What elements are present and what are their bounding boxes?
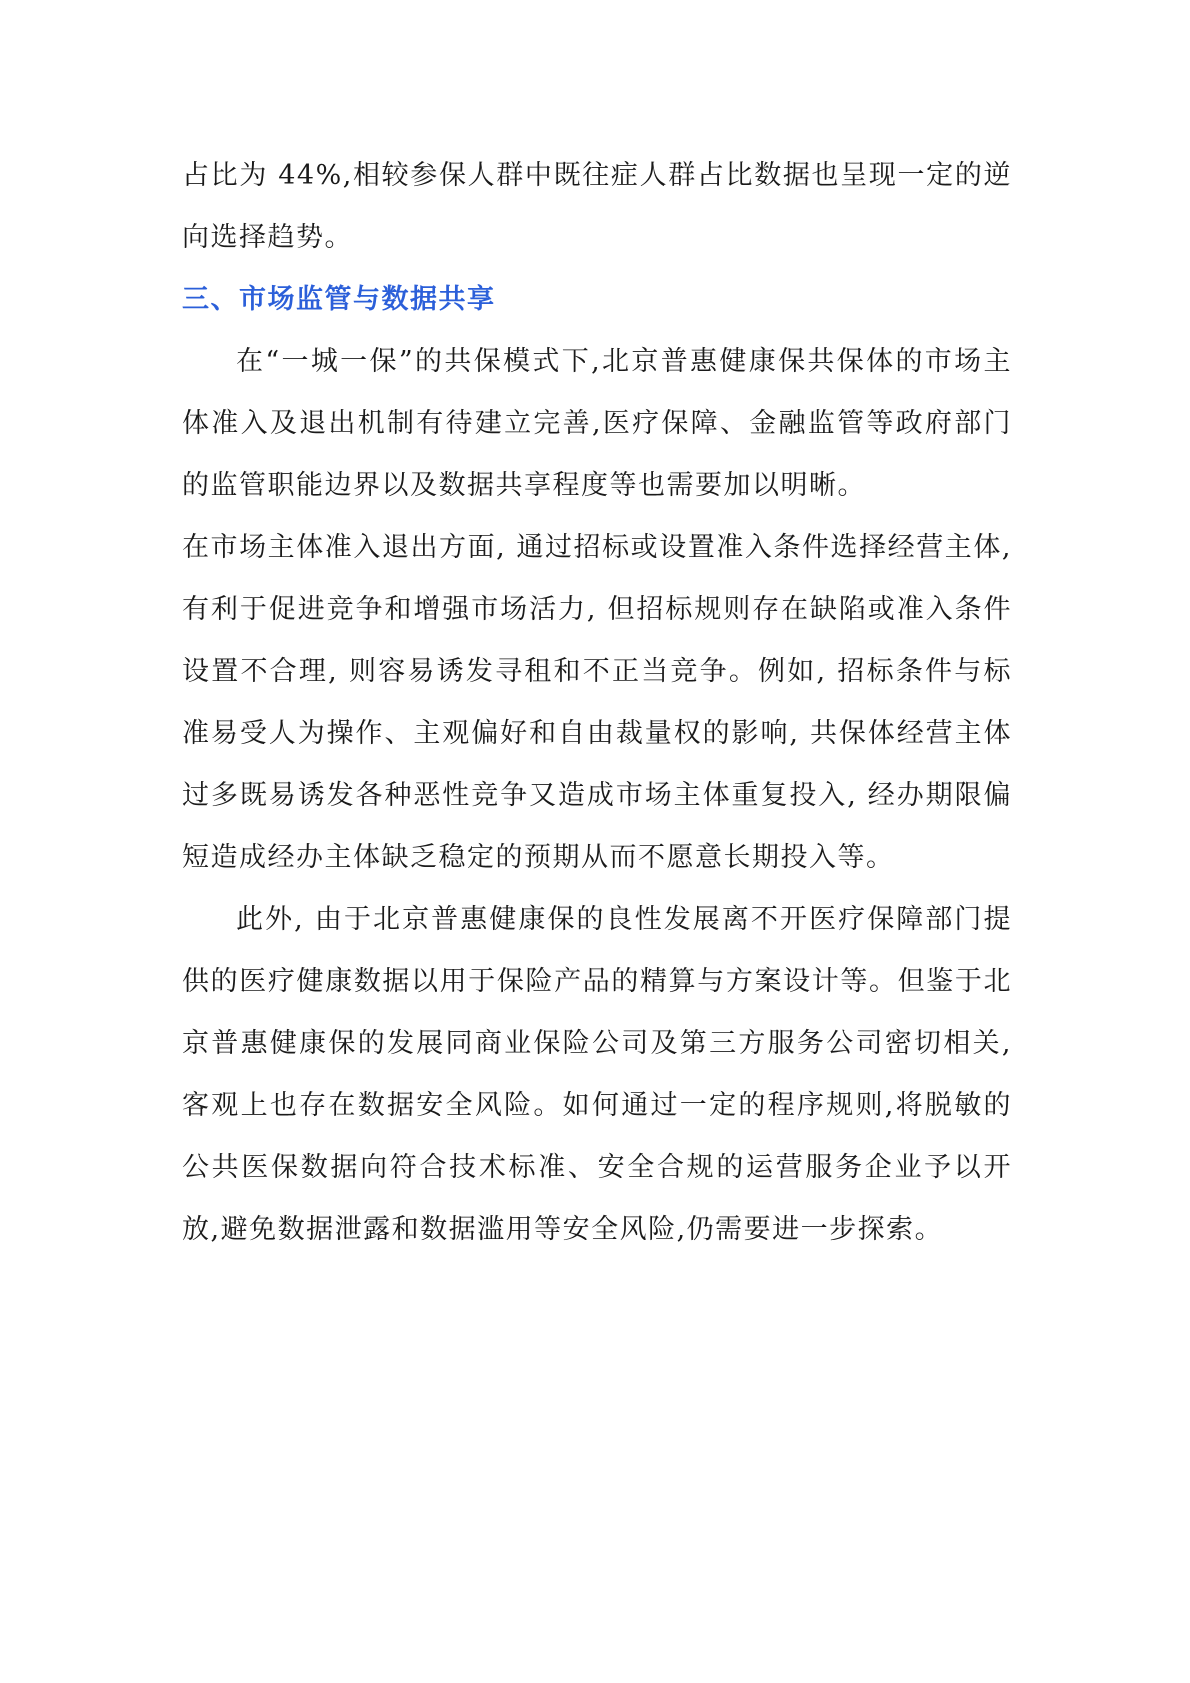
document-page xyxy=(182,145,1012,1261)
paragraph-data-security: 此外, 由于北京普惠健康保的良性发展离不开医疗保障部门提供的医疗健康数据以用于保险产品的精算与方案设计等。但鉴于北京普惠健康保的发展同商业保险公司及第三方服务公司密切相关,客观上也存在数据安全风险。如何通过一定的程序规则,将脱敏的公共医保数据向符合技术标准、安全合规的运营服务企业予以开放,避免数据泄露和数据滥用等安全风险,仍需要进一步探索。 xyxy=(182,904,1012,1245)
section-heading: 三、市场监管与数据共享 xyxy=(182,284,496,315)
paragraph-market-entry-exit: 在市场主体准入退出方面, 通过招标或设置准入条件选择经营主体, 有利于促进竞争和增强市场活力, 但招标规则存在缺陷或准入条件设置不合理, 则容易诱发寻租和不正当竞争。例如, 招标条件与标准易受人为操作、主观偏好和自由裁量权的影响, 共保体经营主体过多既易诱发各种恶性竞争又造成市场主体重复投入, 经办期限偏短造成经办主体缺乏稳定的预期从而不愿意长期投入等。 xyxy=(182,532,1012,873)
paragraph-continuation: 占比为 44%,相较参保人群中既往症人群占比数据也呈现一定的逆向选择趋势。 xyxy=(182,160,1012,253)
paragraph-co-insurance-model: 在“一城一保”的共保模式下,北京普惠健康保共保体的市场主体准入及退出机制有待建立完善,医疗保障、金融监管等政府部门的监管职能边界以及数据共享程度等也需要加以明晰。 xyxy=(182,346,1012,501)
